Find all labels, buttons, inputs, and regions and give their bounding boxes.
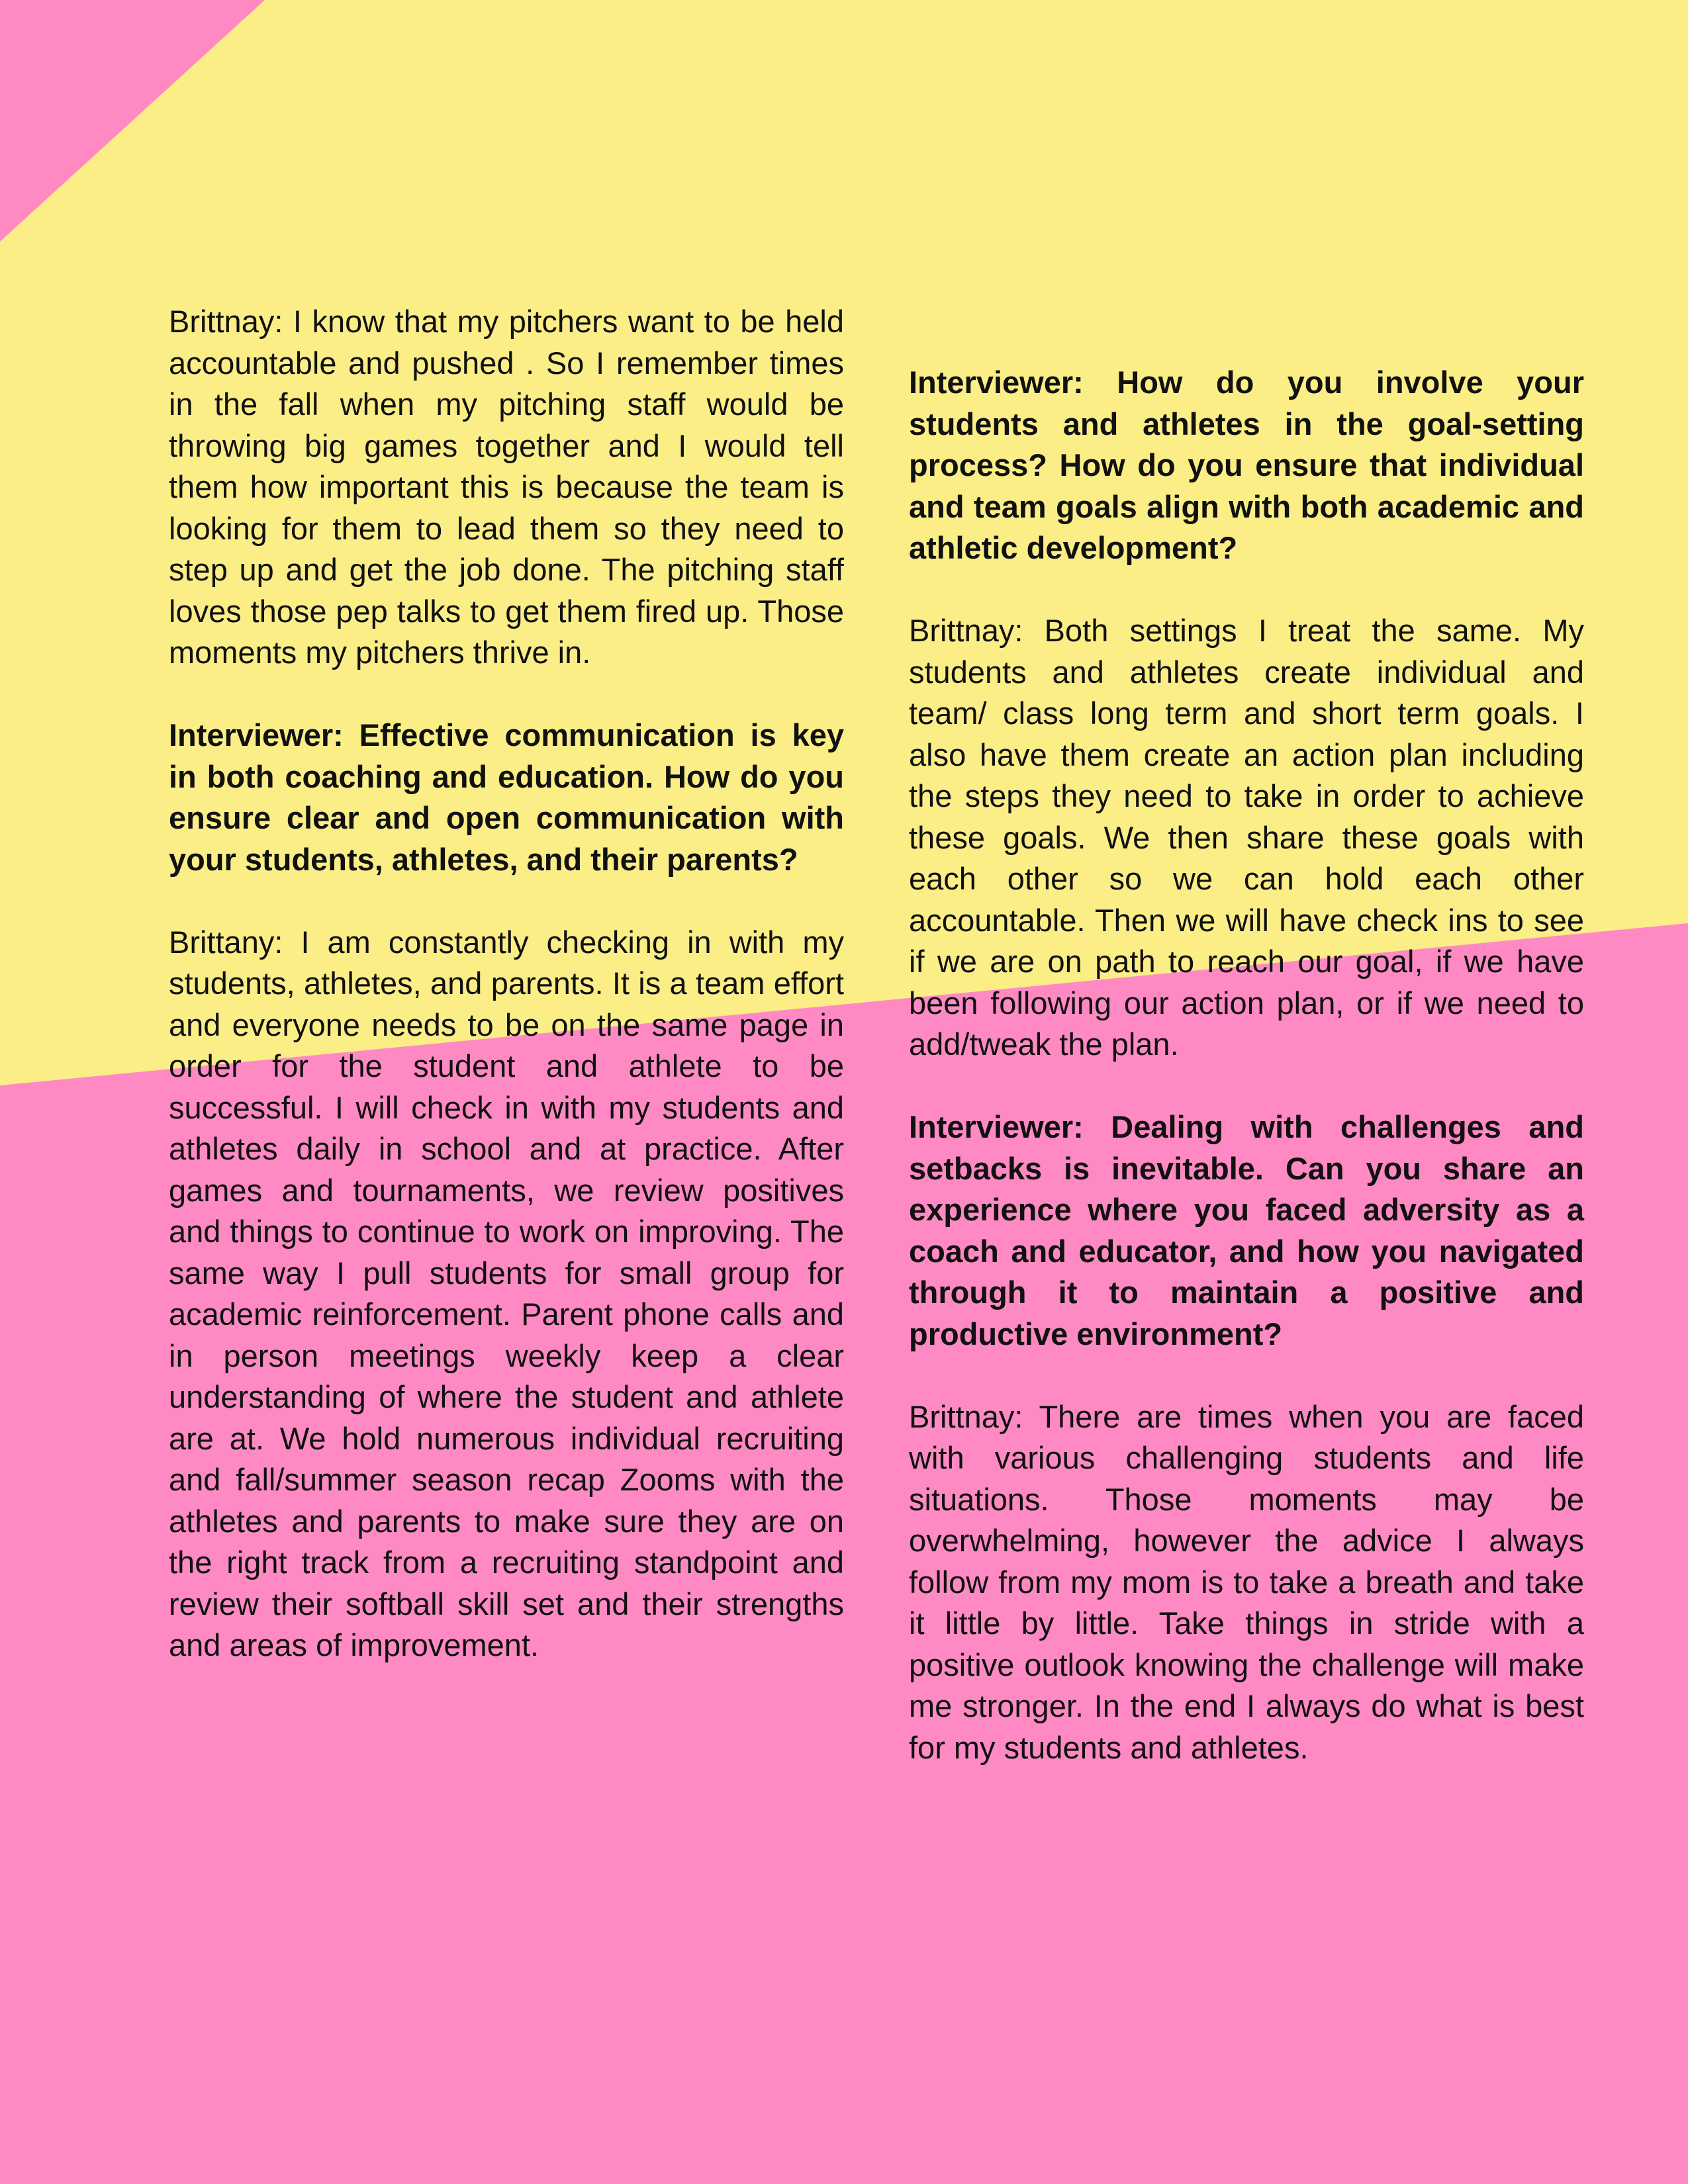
question-goal-setting: Interviewer: How do you involve your students and athletes in the goal-setting process? How do you ensure that individual and team goals align with both academic and athletic development? (909, 365, 1584, 565)
answer-challenges: Brittnay: There are times when you are faced with various challenging students and life situations. Those moments may be overwhelming, however the advice I always follow from my mom is to take a breath and take it little by little. Take things in stride with a positive outlook knowing the challenge will make me stronger. In the end I always do what is best for my students and athletes. (909, 1398, 1584, 1765)
left-column (169, 301, 844, 1666)
paragraph-spacer (909, 1355, 1584, 1396)
paragraph-spacer (909, 569, 1584, 611)
paragraph-spacer (909, 1066, 1584, 1107)
answer-communication: Brittany: I am constantly checking in with my students, athletes, and parents. It is a team effort and everyone needs to be on the same page in order for the student and athlete to be successful. I will check in with my students and athletes daily in school and at practice. After games and tournaments, we review positives and things to continue to work on improving. The same way I pull students for small group for academic reinforcement. Parent phone calls and in person meetings weekly keep a clear understanding of where the student and athlete are at. We hold numerous individual recruiting and fall/summer season recap Zooms with the athletes and parents to make sure they are on the right track from a recruiting standpoint and review their softball skill set and their strengths and areas of improvement. (169, 924, 844, 1662)
question-challenges: Interviewer: Dealing with challenges and setbacks is inevitable. Can you share an experience where you faced adversity as a coach and educator, and how you navigated through it to maintain a positive and productive environment? (909, 1109, 1584, 1351)
paragraph-spacer (169, 880, 844, 922)
question-communication: Interviewer: Effective communication is key in both coaching and education. How do you ensure clear and open communication with your students, athletes, and their parents? (169, 717, 844, 877)
answer-goal-setting: Brittnay: Both settings I treat the same. My students and athletes create individual and team/ class long term and short term goals. I also have them create an action plan including the steps they need to take in order to achieve these goals. We then share these goals with each other so we can hold each other accountable. Then we will have check ins to see if we are on path to reach our goal, if we have been following our action plan, or if we need to add/tweak the plan. (909, 613, 1584, 1062)
paragraph-spacer (169, 674, 844, 715)
right-column (909, 362, 1584, 1768)
answer-pitchers-paragraph: Brittnay: I know that my pitchers want to be held accountable and pushed . So I remember times in the fall when my pitching staff would be throwing big games together and I would tell them how important this is because the team is looking for them to lead them so they need to step up and get the job done. The pitching staff loves those pep talks to get them fired up. Those moments my pitchers thrive in. (169, 304, 844, 670)
